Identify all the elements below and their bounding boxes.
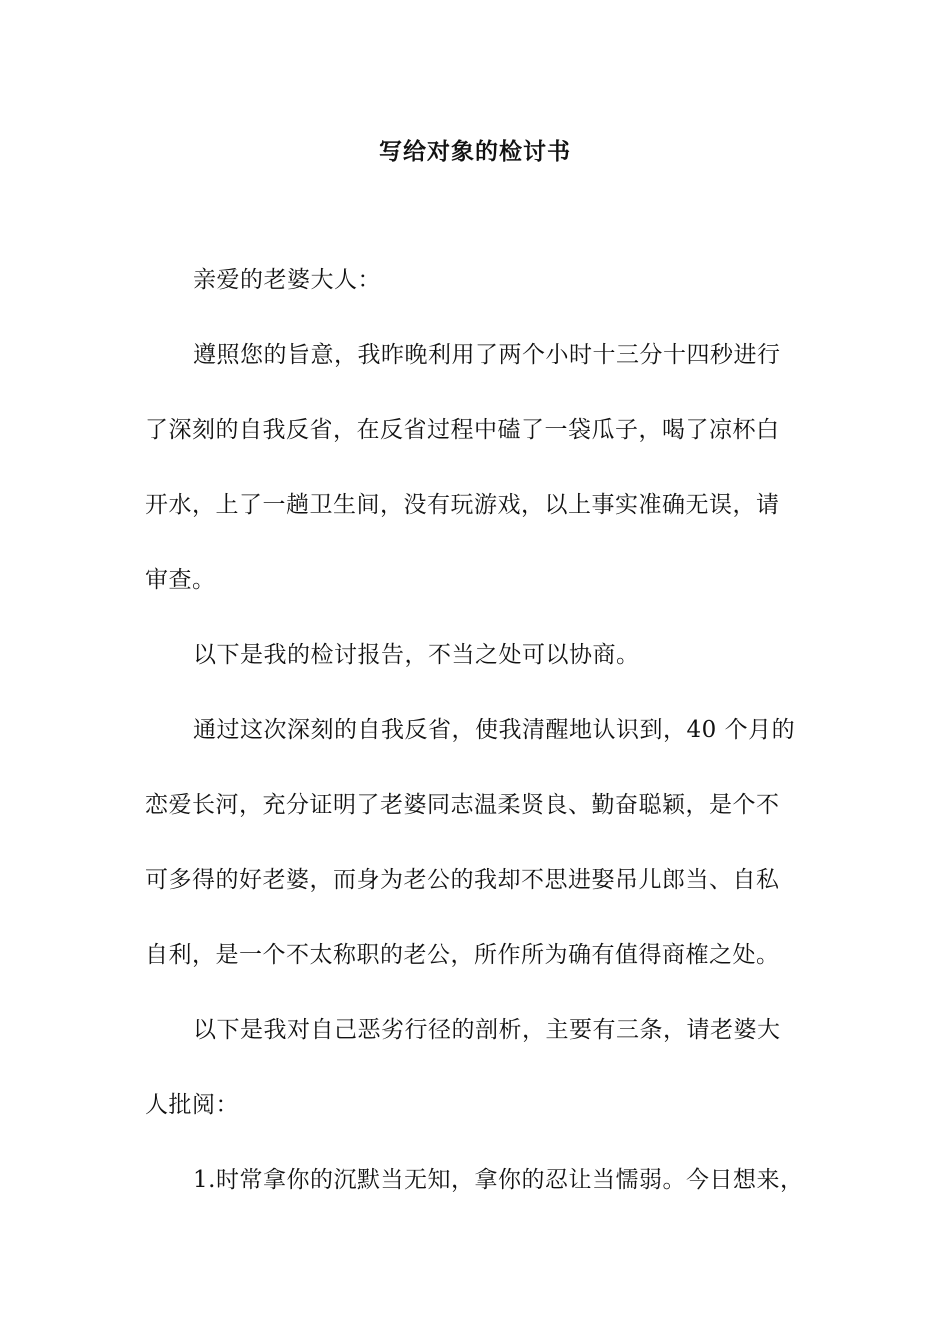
paragraph-line: 通过这次深刻的自我反省，使我清醒地认识到，40 个月的 — [193, 717, 796, 743]
paragraph-line: 人批阅： — [145, 1092, 239, 1118]
paragraph-line: 以下是我的检讨报告，不当之处可以协商。 — [193, 642, 640, 668]
paragraph-line: 开水，上了一趟卫生间，没有玩游戏，以上事实准确无误，请 — [145, 492, 780, 518]
paragraph-line: 审查。 — [145, 567, 216, 593]
salutation-line: 亲爱的老婆大人： — [193, 267, 381, 293]
paragraph-line: 自利，是一个不太称职的老公，所作所为确有值得商榷之处。 — [145, 942, 780, 968]
document-title: 写给对象的检讨书 — [379, 138, 571, 165]
paragraph-line: 可多得的好老婆，而身为老公的我却不思进娶吊儿郎当、自私 — [145, 867, 780, 893]
paragraph-line: 遵照您的旨意，我昨晚利用了两个小时十三分十四秒进行 — [193, 342, 781, 368]
paragraph-line: 恋爱长河，充分证明了老婆同志温柔贤良、勤奋聪颖，是个不 — [145, 792, 780, 818]
paragraph-line: 以下是我对自己恶劣行径的剖析，主要有三条，请老婆大 — [193, 1017, 781, 1043]
list-item-line: 1.时常拿你的沉默当无知，拿你的忍让当懦弱。今日想来， — [193, 1167, 804, 1193]
paragraph-line: 了深刻的自我反省，在反省过程中磕了一袋瓜子，喝了凉杯白 — [145, 417, 780, 443]
